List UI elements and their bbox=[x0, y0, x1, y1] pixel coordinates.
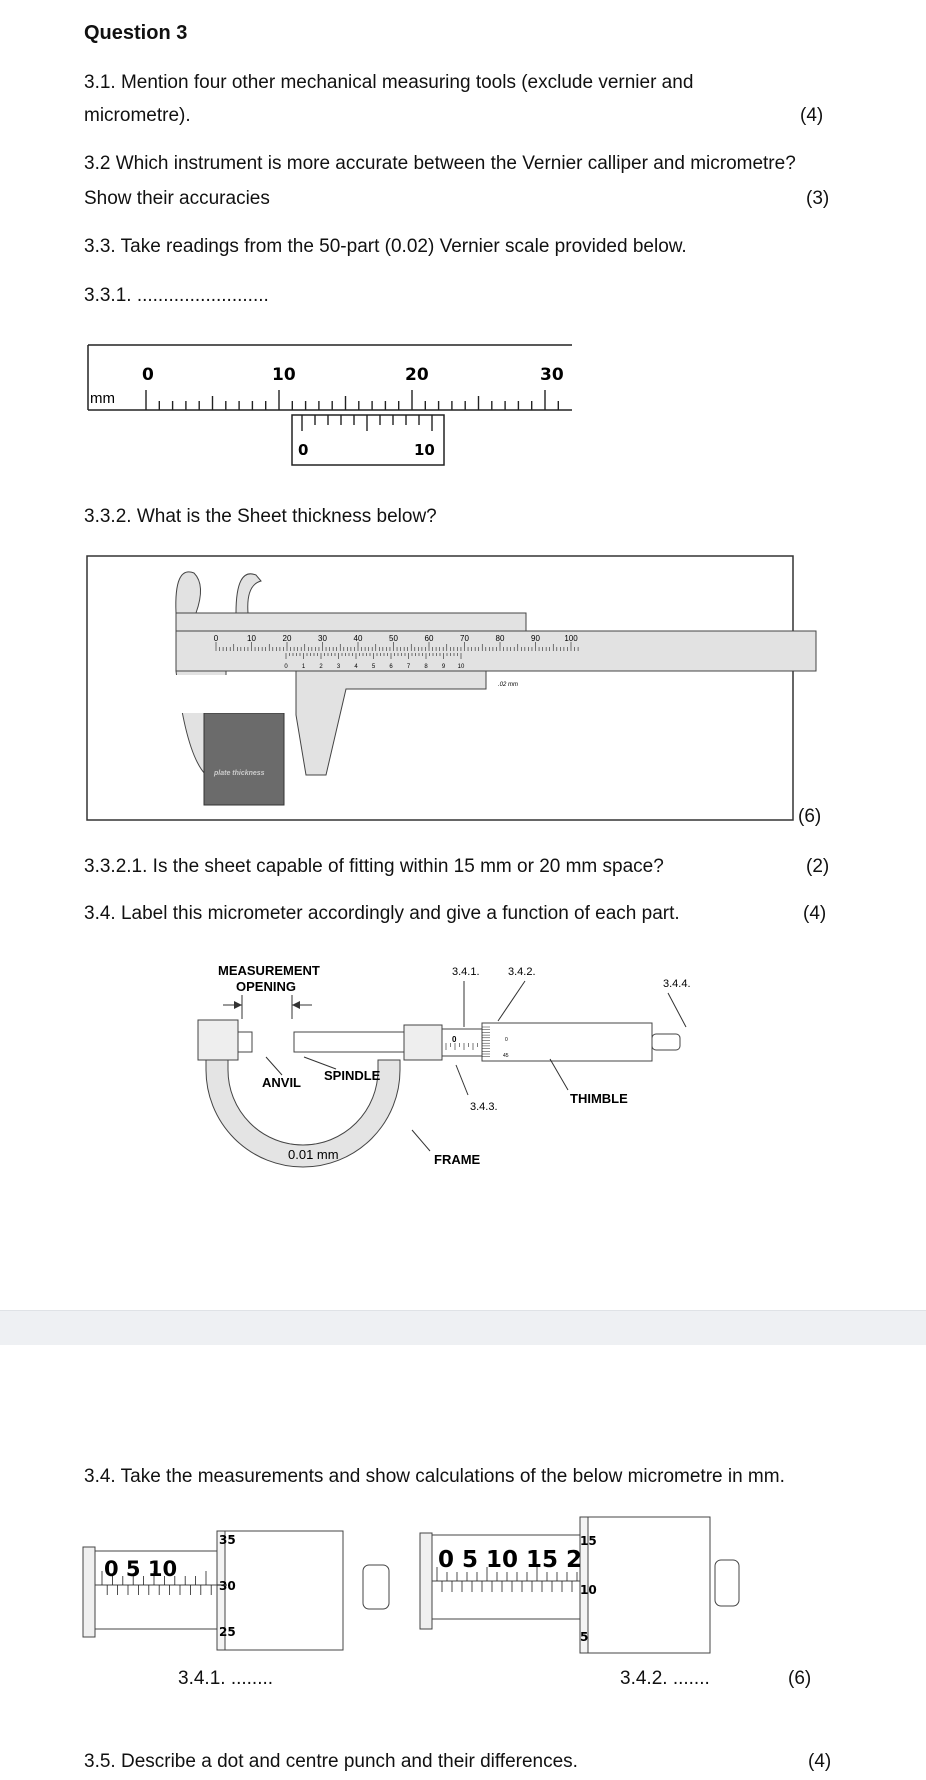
anvil-label: ANVIL bbox=[262, 1075, 301, 1090]
q3-2-line2: Show their accuracies bbox=[84, 188, 270, 209]
spindle-label: SPINDLE bbox=[324, 1068, 381, 1083]
sleeve-zero: 0 bbox=[452, 1035, 457, 1044]
question-title: Question 3 bbox=[84, 22, 188, 44]
caliper-vernier-label: 10 bbox=[457, 664, 465, 670]
part-label-3-4-1: 3.4.1. bbox=[452, 966, 480, 978]
q3-2-line1: 3.2 Which instrument is more accurate between the Vernier calliper and micrometre? bbox=[84, 153, 796, 174]
q3-4-1-answer: 3.4.1. ........ bbox=[178, 1668, 274, 1689]
q3-3-1-answer: 3.3.1. ......................... bbox=[84, 285, 269, 306]
thimble-number: 15 bbox=[580, 1534, 597, 1548]
q3-3-2-text: 3.3.2. What is the Sheet thickness below? bbox=[84, 506, 437, 527]
caliper-main-label: 30 bbox=[318, 634, 327, 643]
caliper-main-label: 50 bbox=[389, 634, 398, 643]
q3-5-marks: (4) bbox=[808, 1751, 832, 1772]
caliper-main-label: 0 bbox=[213, 634, 219, 643]
q3-1-marks: (4) bbox=[800, 105, 824, 126]
caliper-vernier-label: 9 bbox=[441, 664, 446, 670]
vernier-scale-figure bbox=[80, 335, 580, 475]
q3-4-2-answer: 3.4.2. ....... bbox=[620, 1668, 710, 1689]
part-label-3-4-4: 3.4.4. bbox=[663, 978, 691, 990]
q3-3-2-marks: (6) bbox=[798, 806, 822, 827]
main-scale-label: 0 bbox=[142, 365, 154, 385]
frame-label: FRAME bbox=[434, 1152, 481, 1167]
vernier-unit-label: .02 mm bbox=[498, 682, 519, 688]
q3-3-text: 3.3. Take readings from the 50-part (0.02) Vernier scale provided below. bbox=[84, 236, 687, 257]
caliper-vernier-label: 2 bbox=[319, 664, 323, 670]
caliper-figure bbox=[86, 555, 826, 825]
thimble-mark: 0 bbox=[505, 1037, 508, 1043]
thimble-number: 10 bbox=[580, 1583, 597, 1597]
sleeve-reading-2: 0 5 10 15 2 bbox=[438, 1547, 583, 1573]
caliper-vernier-label: 3 bbox=[336, 664, 341, 670]
caliper-main-label: 100 bbox=[564, 634, 578, 643]
main-scale-label: 10 bbox=[272, 365, 296, 385]
main-scale-label: 20 bbox=[405, 365, 429, 385]
scale-unit-label: mm bbox=[90, 390, 115, 407]
caliper-main-label: 90 bbox=[531, 634, 540, 643]
resolution-label: 0.01 mm bbox=[288, 1147, 339, 1162]
q3-3-2-1-text: 3.3.2.1. Is the sheet capable of fitting within 15 mm or 20 mm space? bbox=[84, 856, 664, 877]
thimble-number: 30 bbox=[219, 1579, 236, 1593]
page-divider bbox=[0, 1310, 926, 1345]
thimble-number: 25 bbox=[219, 1625, 236, 1639]
q3-4-label-text: 3.4. Label this micrometer accordingly and give a function of each part. bbox=[84, 903, 680, 924]
q3-3-2-1-marks: (2) bbox=[806, 856, 830, 877]
thimble-label: THIMBLE bbox=[570, 1091, 628, 1106]
main-scale-label: 30 bbox=[540, 365, 564, 385]
vernier-scale-label: 10 bbox=[414, 441, 435, 459]
sleeve-reading-1: 0 5 10 bbox=[104, 1557, 178, 1581]
caliper-vernier-label: 6 bbox=[389, 664, 393, 670]
caliper-vernier-label: 8 bbox=[424, 664, 428, 670]
caliper-main-label: 10 bbox=[247, 634, 256, 643]
q3-1-line1: 3.1. Mention four other mechanical measuring tools (exclude vernier and bbox=[84, 72, 694, 93]
part-label-3-4-3: 3.4.3. bbox=[470, 1101, 498, 1113]
caliper-main-label: 60 bbox=[424, 634, 434, 643]
caliper-main-label: 70 bbox=[460, 634, 469, 643]
q3-5-text: 3.5. Describe a dot and centre punch and their differences. bbox=[84, 1751, 578, 1772]
measurement-opening-label: MEASUREMENT bbox=[218, 963, 320, 978]
caliper-main-label: 40 bbox=[353, 634, 363, 643]
caliper-vernier-label: 1 bbox=[301, 664, 306, 670]
caliper-vernier-label: 4 bbox=[354, 664, 358, 670]
plate-thickness-label: plate thickness bbox=[214, 770, 265, 777]
measurement-opening-label: OPENING bbox=[236, 979, 296, 994]
micrometer-label-figure bbox=[190, 955, 730, 1175]
q3-1-line2: micrometre). bbox=[84, 105, 191, 126]
q3-2-marks: (3) bbox=[806, 188, 830, 209]
thimble-number: 35 bbox=[219, 1533, 236, 1547]
part-label-3-4-2: 3.4.2. bbox=[508, 966, 536, 978]
caliper-vernier-label: 7 bbox=[406, 664, 411, 670]
q3-4-label-marks: (4) bbox=[803, 903, 827, 924]
thimble-number: 5 bbox=[580, 1630, 589, 1644]
micrometer-reading-1 bbox=[80, 1525, 400, 1660]
thimble-mark: 45 bbox=[503, 1053, 509, 1059]
q3-4-measure-text: 3.4. Take the measurements and show calculations of the below micrometre in mm. bbox=[84, 1466, 785, 1487]
caliper-vernier-label: 5 bbox=[371, 664, 376, 670]
micrometer-reading-2 bbox=[415, 1515, 755, 1660]
caliper-main-label: 20 bbox=[282, 634, 292, 643]
caliper-vernier-label: 0 bbox=[284, 664, 288, 670]
vernier-scale-label: 0 bbox=[298, 441, 309, 459]
q3-4-marks: (6) bbox=[788, 1668, 812, 1689]
caliper-main-label: 80 bbox=[495, 634, 505, 643]
